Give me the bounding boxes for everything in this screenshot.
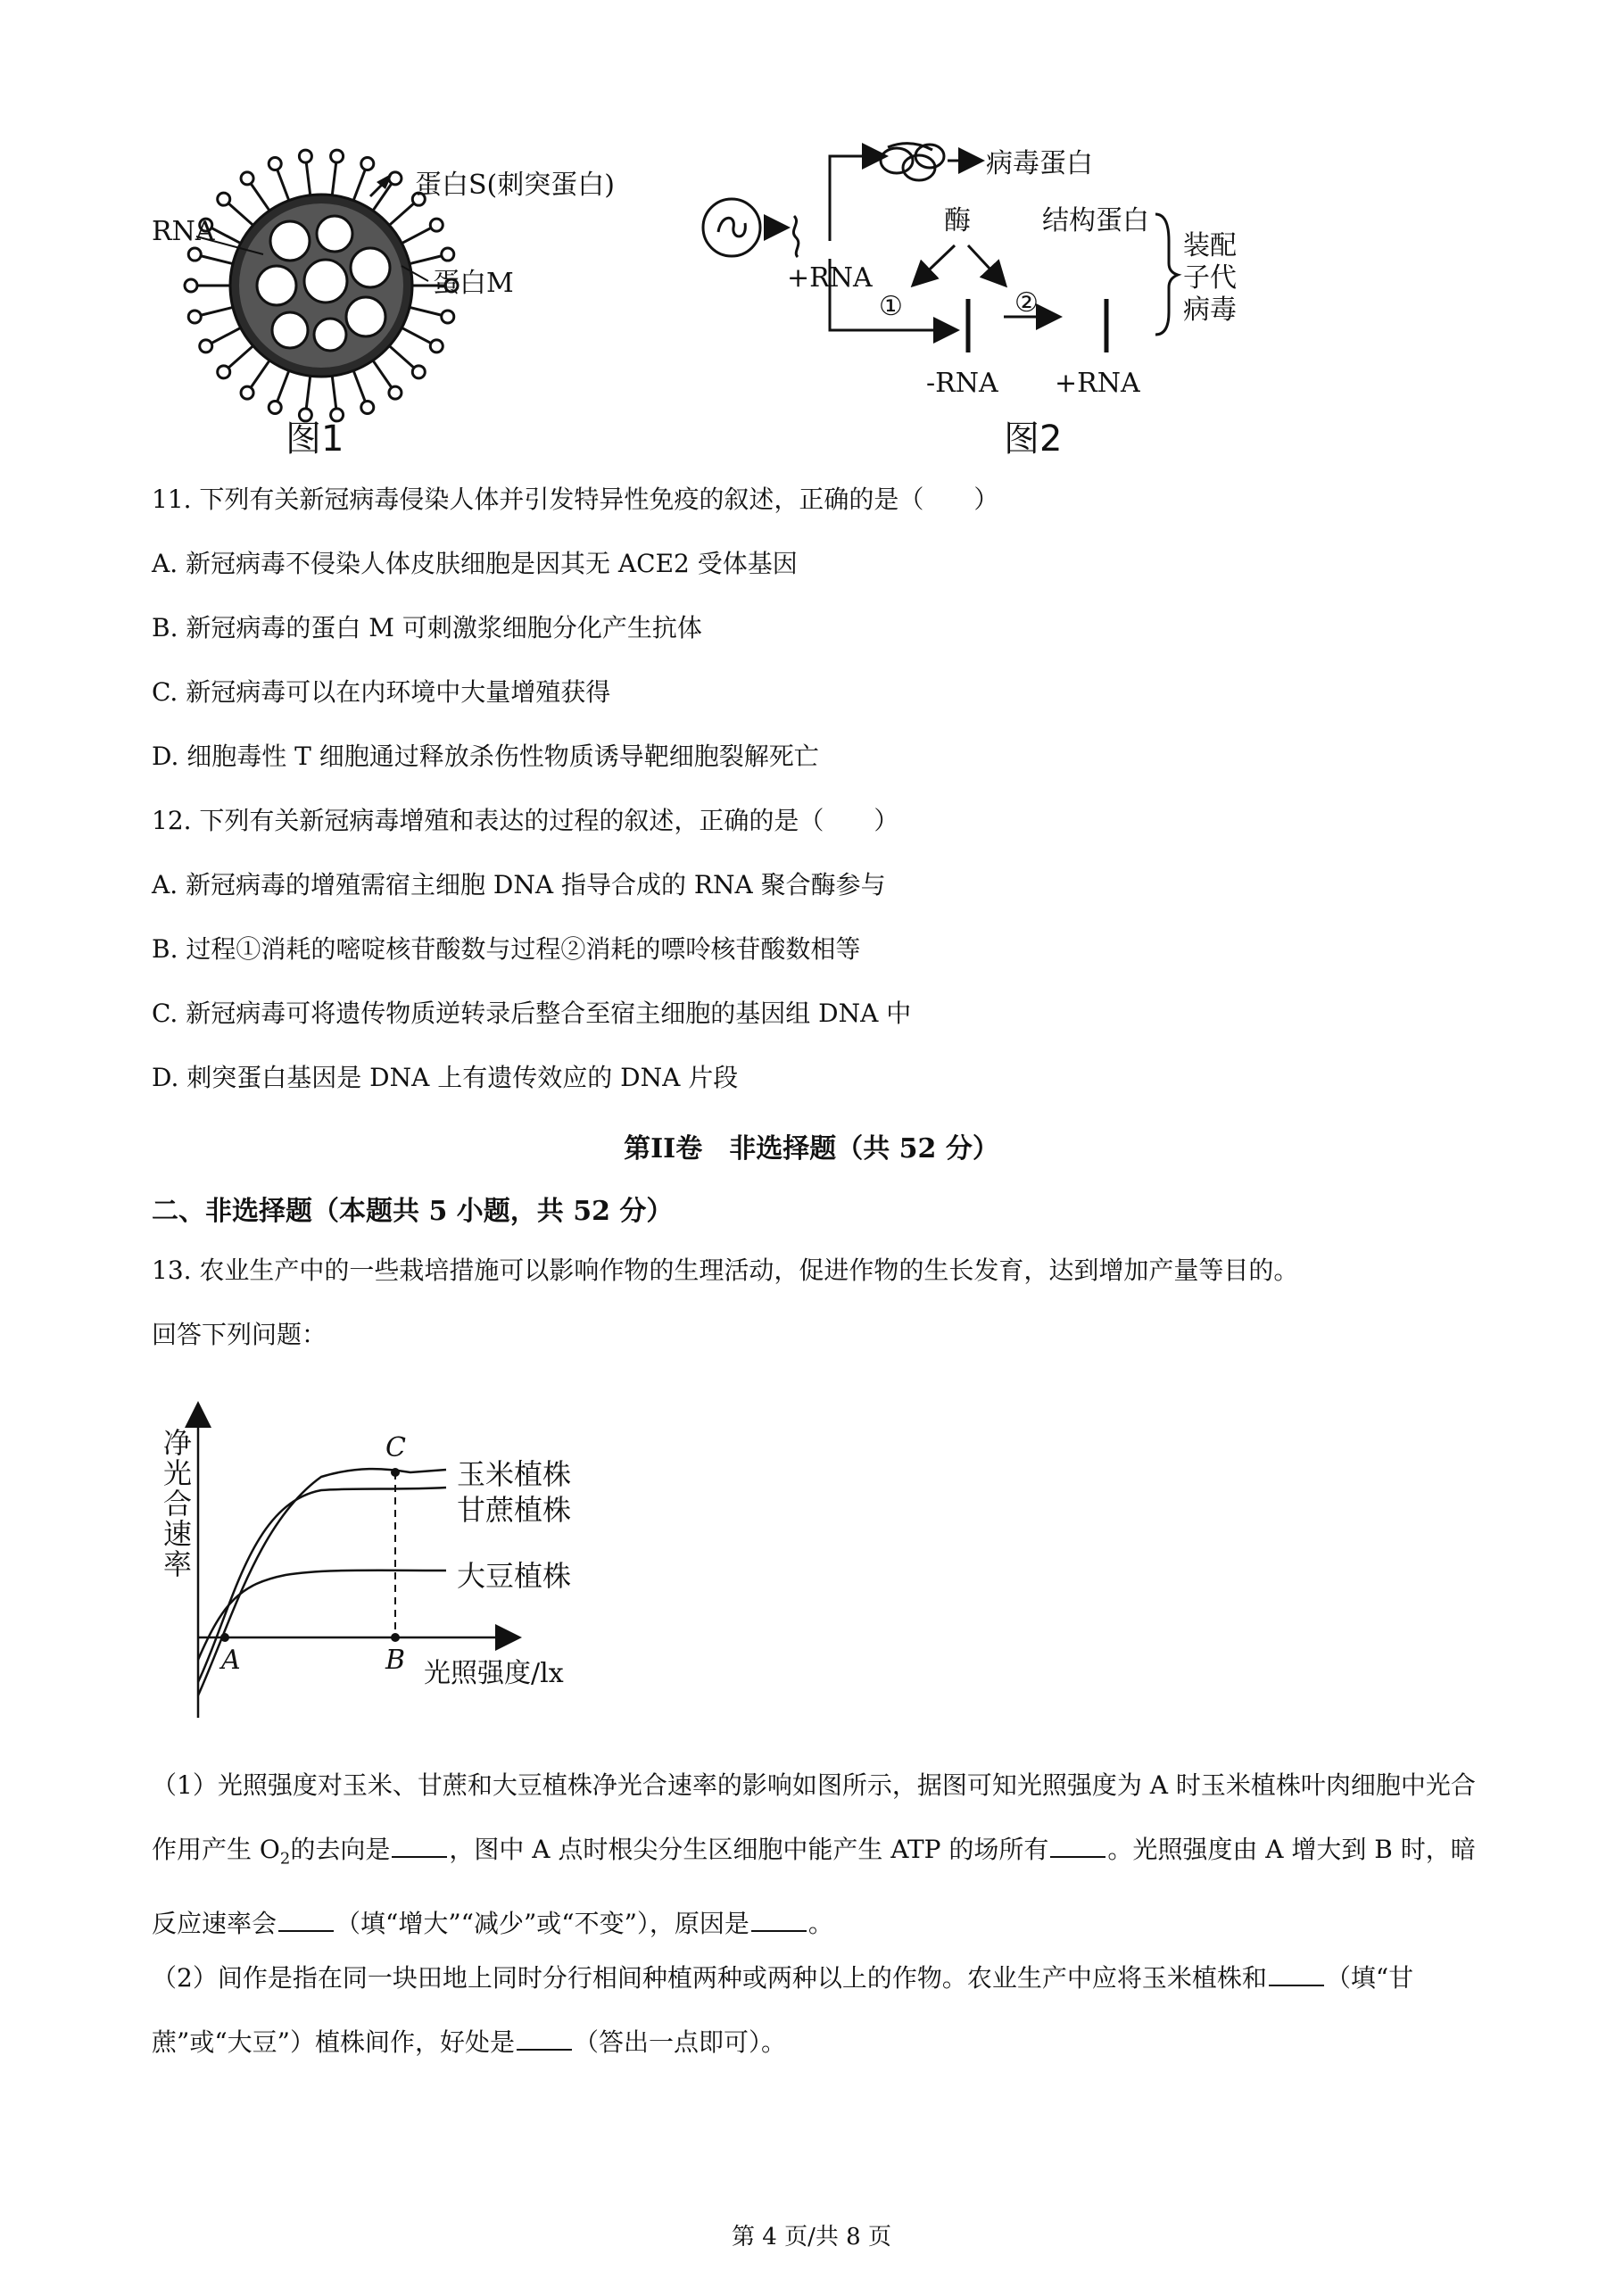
y-axis-label: 净光合速率: [159, 1428, 193, 1579]
answer-blank-6[interactable]: [517, 2026, 572, 2051]
figure1-caption: 图1: [286, 419, 344, 460]
answer-blank-2[interactable]: [1050, 1833, 1105, 1858]
q13-stem-line2: 回答下列问题：: [152, 1320, 327, 1349]
label-assembly-1: 装配: [1183, 230, 1237, 261]
point-c: [391, 1468, 400, 1477]
q11-option-d: D. 细胞毒性 T 细胞通过释放杀伤性物质诱导靶细胞裂解死亡: [152, 742, 819, 771]
point-label-c: C: [385, 1432, 406, 1463]
page-footer: 第 4 页/共 8 页: [732, 2224, 891, 2250]
section-title: 第II卷 非选择题（共 52 分）: [624, 1133, 999, 1165]
label-enzyme: 酶: [944, 205, 971, 236]
q13-part1-text-a: （1）光照强度对玉米、甘蔗和大豆植株净光合速率的影响如图所示，据图可知光照强度为 A 时玉米植株叶肉细胞中光合作用产生 O: [152, 1770, 1476, 1864]
point-a: [220, 1633, 229, 1642]
point-label-a: A: [221, 1645, 241, 1676]
label-assembly-2: 子代: [1183, 262, 1237, 294]
q13-part1: [152, 1753, 1481, 1956]
q13-part1-text-e: （填“增大”“减少”或“不变”），原因是: [335, 1908, 749, 1938]
legend-corn: 玉米植株: [457, 1457, 572, 1491]
q13-part2-text-a: （2）间作是指在同一块田地上同时分行相间种植两种或两种以上的作物。农业生产中应将玉米植株和: [152, 1963, 1267, 1993]
q12-option-d: D. 刺突蛋白基因是 DNA 上有遗传效应的 DNA 片段: [152, 1063, 739, 1092]
q13-chart: [143, 1388, 607, 1727]
answer-blank-5[interactable]: [1269, 1961, 1324, 1986]
figure2-caption: 图2: [1004, 419, 1063, 460]
q13-part2-text-c: （答出一点即可）。: [573, 2027, 786, 2057]
answer-blank-3[interactable]: [278, 1907, 334, 1932]
q13-part1-subscript: 2: [279, 1849, 291, 1869]
q12-option-a: A. 新冠病毒的增殖需宿主细胞 DNA 指导合成的 RNA 聚合酶参与: [152, 870, 886, 899]
label-spike-protein: 蛋白S(刺突蛋白): [415, 170, 615, 201]
label-minus-rna: -RNA: [926, 368, 998, 399]
label-rna: RNA: [152, 216, 215, 247]
label-virus-protein: 病毒蛋白: [986, 148, 1093, 179]
figure2: [696, 134, 1303, 464]
label-step2: ②: [1014, 287, 1039, 319]
q13-part2-text-b: （填“甘蔗”或“大豆”）植株间作，好处是: [152, 1963, 1414, 2057]
part-title: 二、非选择题（本题共 5 小题，共 52 分）: [152, 1196, 674, 1227]
q13-part2: [152, 1946, 1481, 2075]
label-plus-rna: +RNA: [787, 262, 873, 294]
q11-option-a: A. 新冠病毒不侵染人体皮肤细胞是因其无 ACE2 受体基因: [152, 549, 798, 578]
q11-option-b: B. 新冠病毒的蛋白 M 可刺激浆细胞分化产生抗体: [152, 613, 702, 642]
label-step1: ①: [879, 291, 903, 322]
legend-sugarcane: 甘蔗植株: [457, 1493, 572, 1527]
q13-part1-text-b: 的去向是: [290, 1835, 391, 1864]
point-label-b: B: [385, 1645, 406, 1676]
label-protein-m: 蛋白M: [433, 268, 514, 299]
q11-option-c: C. 新冠病毒可以在内环境中大量增殖获得: [152, 677, 611, 707]
q12-stem: 12. 下列有关新冠病毒增殖和表达的过程的叙述，正确的是（ ）: [152, 806, 899, 835]
label-assembly-3: 病毒: [1183, 294, 1237, 326]
legend-soybean: 大豆植株: [457, 1559, 572, 1593]
q12-option-b: B. 过程①消耗的嘧啶核苷酸数与过程②消耗的嘌呤核苷酸数相等: [152, 934, 861, 964]
answer-blank-4[interactable]: [751, 1907, 807, 1932]
q13-part1-text-c: ，图中 A 点时根尖分生区细胞中能产生 ATP 的场所有: [449, 1835, 1049, 1864]
figure1: [143, 134, 615, 464]
label-structural-protein: 结构蛋白: [1042, 205, 1149, 236]
answer-blank-1[interactable]: [392, 1833, 447, 1858]
q13-part1-text-f: 。: [807, 1908, 833, 1938]
x-axis-label: 光照强度/lx: [424, 1658, 564, 1689]
label-plus-rna-product: +RNA: [1055, 368, 1140, 399]
point-b: [391, 1633, 400, 1642]
q12-option-c: C. 新冠病毒可将遗传物质逆转录后整合至宿主细胞的基因组 DNA 中: [152, 999, 912, 1028]
q13-stem-line1: 13. 农业生产中的一些栽培措施可以影响作物的生理活动，促进作物的生长发育，达到增加产量等目的。: [152, 1256, 1299, 1285]
q11-stem: 11. 下列有关新冠病毒侵染人体并引发特异性免疫的叙述，正确的是（ ）: [152, 485, 999, 514]
q13-part1-text-d: 。光照强度由 A 增大到 B 时，暗反应速率会: [152, 1835, 1476, 1938]
